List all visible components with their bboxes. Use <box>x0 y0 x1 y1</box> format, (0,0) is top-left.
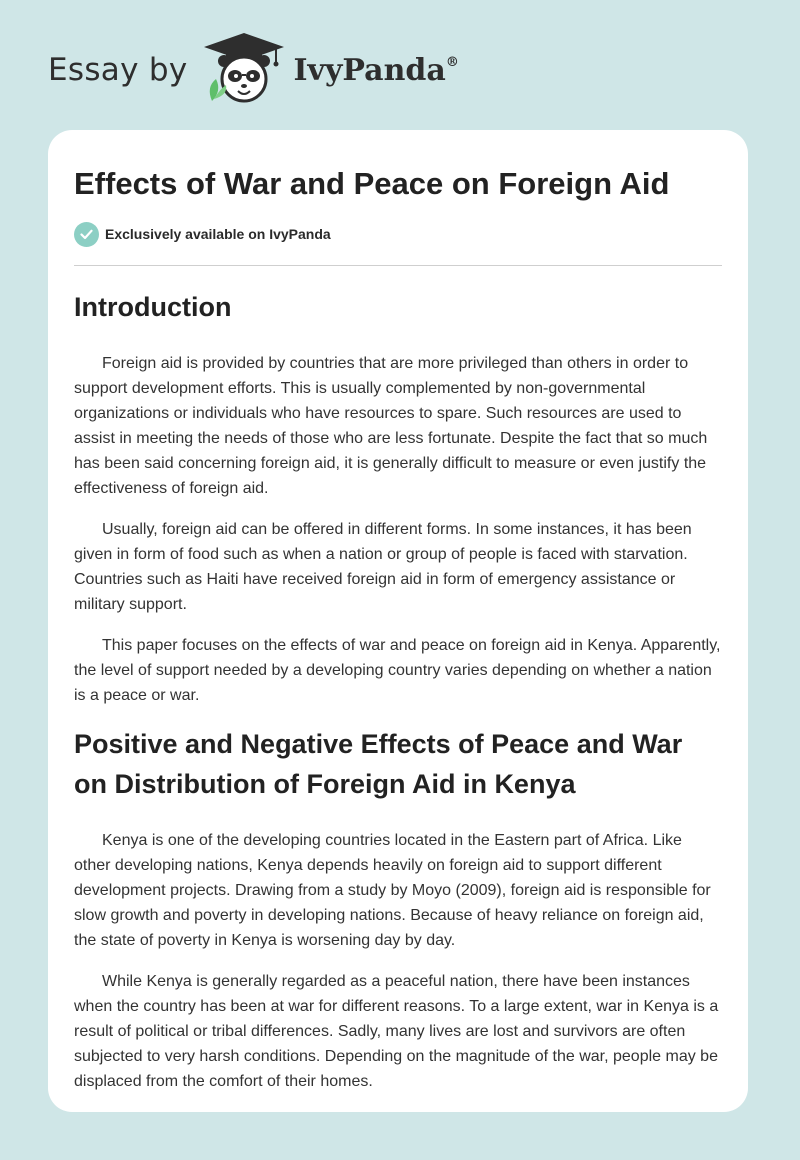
paragraph: Foreign aid is provided by countries that are more privileged than others in order to support development efforts. This is usually complemented by non-governmental organizations or individuals who have resources to spare. Such resources are used to assist in meeting the needs of those who are less fortunate. Despite the fact that so much has been said concerning foreign aid, it is generally difficult to measure or even justify the effectiveness of foreign aid. <box>74 355 708 497</box>
paragraph: This paper focuses on the effects of war and peace on foreign aid in Kenya. Apparently, the level of support needed by a developing country varies depending on whether a nation is a peace or war. <box>74 637 721 704</box>
paragraph: Usually, foreign aid can be offered in different forms. In some instances, it has been given in form of food such as when a nation or group of people is faced with starvation. Countries such as Haiti have received foreign aid in form of emergency assistance or military support. <box>74 521 692 613</box>
page-title: Effects of War and Peace on Foreign Aid <box>74 166 670 201</box>
paragraph: While Kenya is generally regarded as a peaceful nation, there have been instances when the country has been at war for different reasons. To a large extent, war in Kenya is a result of political or tribal differences. Sadly, many lives are lost and survivors are often subjected to very harsh conditions. Depending on the magnitude of the war, people may be displaced from the comfort of their homes. <box>74 973 719 1090</box>
essay-by-label: Essay by <box>48 52 188 88</box>
section-heading-effects: Positive and Negative Effects of Peace and War on Distribution of Foreign Aid in Kenya <box>74 729 683 799</box>
site-header <box>48 30 459 110</box>
registered-mark: ® <box>445 54 459 70</box>
divider <box>74 265 722 266</box>
brand-name[interactable] <box>294 53 459 88</box>
section-heading-introduction: Introduction <box>74 292 232 322</box>
exclusive-label: Exclusively available on IvyPanda <box>105 226 331 242</box>
panda-logo-icon[interactable] <box>202 31 286 110</box>
checkmark-icon <box>74 222 99 247</box>
paragraph: Kenya is one of the developing countries located in the Eastern part of Africa. Like other developing nations, Kenya depends heavily on foreign aid to support different development projects. Drawing from a study by Moyo (2009), foreign aid is responsible for slow growth and poverty in developing nations. Because of heavy reliance on foreign aid, the state of poverty in Kenya is worsening day by day. <box>74 832 711 949</box>
article-card <box>48 130 748 1112</box>
exclusive-badge <box>74 221 722 247</box>
brand-label: IvyPanda <box>293 52 446 88</box>
